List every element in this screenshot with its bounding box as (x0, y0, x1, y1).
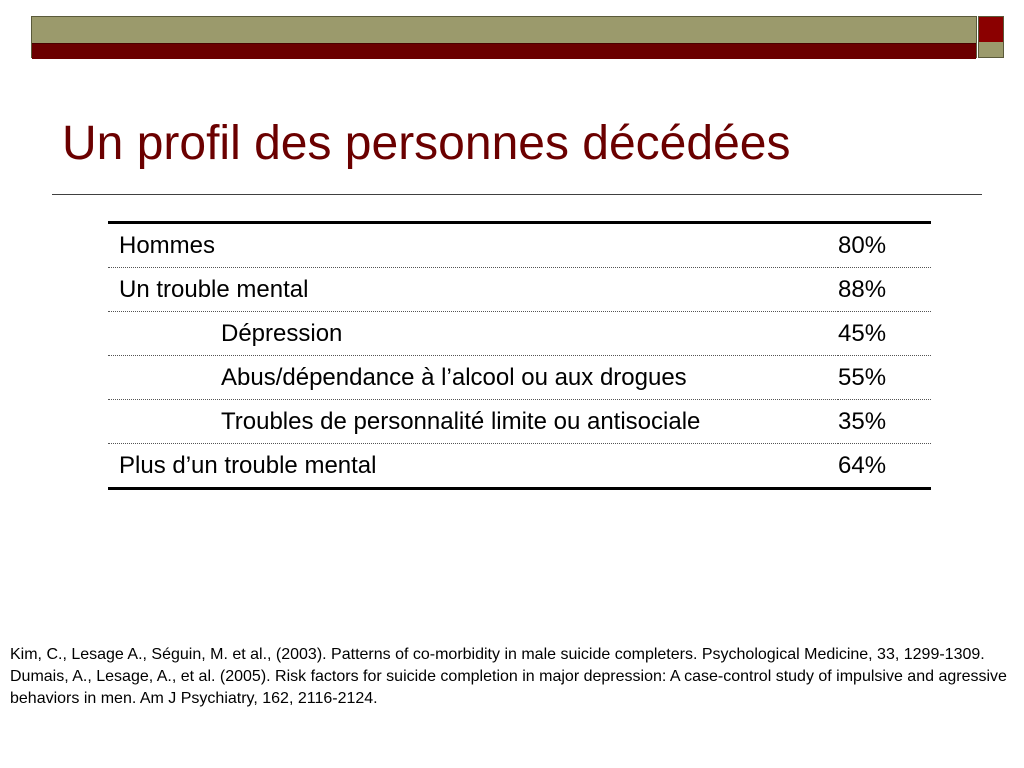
header-corner-decoration (978, 16, 1004, 58)
table-row (108, 223, 931, 268)
statistics-table (108, 221, 931, 490)
row-label: Un trouble mental (108, 268, 838, 312)
header-decoration-band (32, 43, 976, 59)
row-label: Troubles de personnalité limite ou antisociale (108, 400, 838, 444)
table-row (108, 312, 931, 356)
title-divider (52, 194, 982, 195)
row-value: 64% (838, 451, 887, 479)
row-value: 80% (838, 223, 931, 268)
row-value: 55% (838, 356, 931, 400)
reference-citation: Dumais, A., Lesage, A., et al. (2005). Risk factors for suicide completion in major depression: A case-control study of impulsive and agressive behaviors in men. Am J Psychiatry, 162, 2116-2124. (10, 668, 1007, 707)
row-label: Plus d’un trouble mental (119, 451, 377, 479)
table-row (108, 356, 931, 400)
row-value: 88% (838, 268, 931, 312)
row-value: 35% (838, 400, 931, 444)
corner-lower-block (979, 42, 1003, 57)
row-label: Dépression (108, 312, 838, 356)
references-block (10, 644, 1014, 710)
row-label: Hommes (108, 223, 838, 268)
header-decoration-bar (31, 16, 977, 58)
row-label: Abus/dépendance à l’alcool ou aux drogues (108, 356, 838, 400)
table-row (108, 400, 931, 444)
table-row (108, 268, 931, 312)
row-value: 45% (838, 312, 931, 356)
table-row (108, 444, 931, 489)
reference-citation: Kim, C., Lesage A., Séguin, M. et al., (2003). Patterns of co-morbidity in male suicide completers. Psychological Medicine, 33, 1299-1309. (10, 646, 985, 663)
corner-upper-block (979, 17, 1003, 43)
slide-title: Un profil des personnes décédées (62, 117, 791, 170)
